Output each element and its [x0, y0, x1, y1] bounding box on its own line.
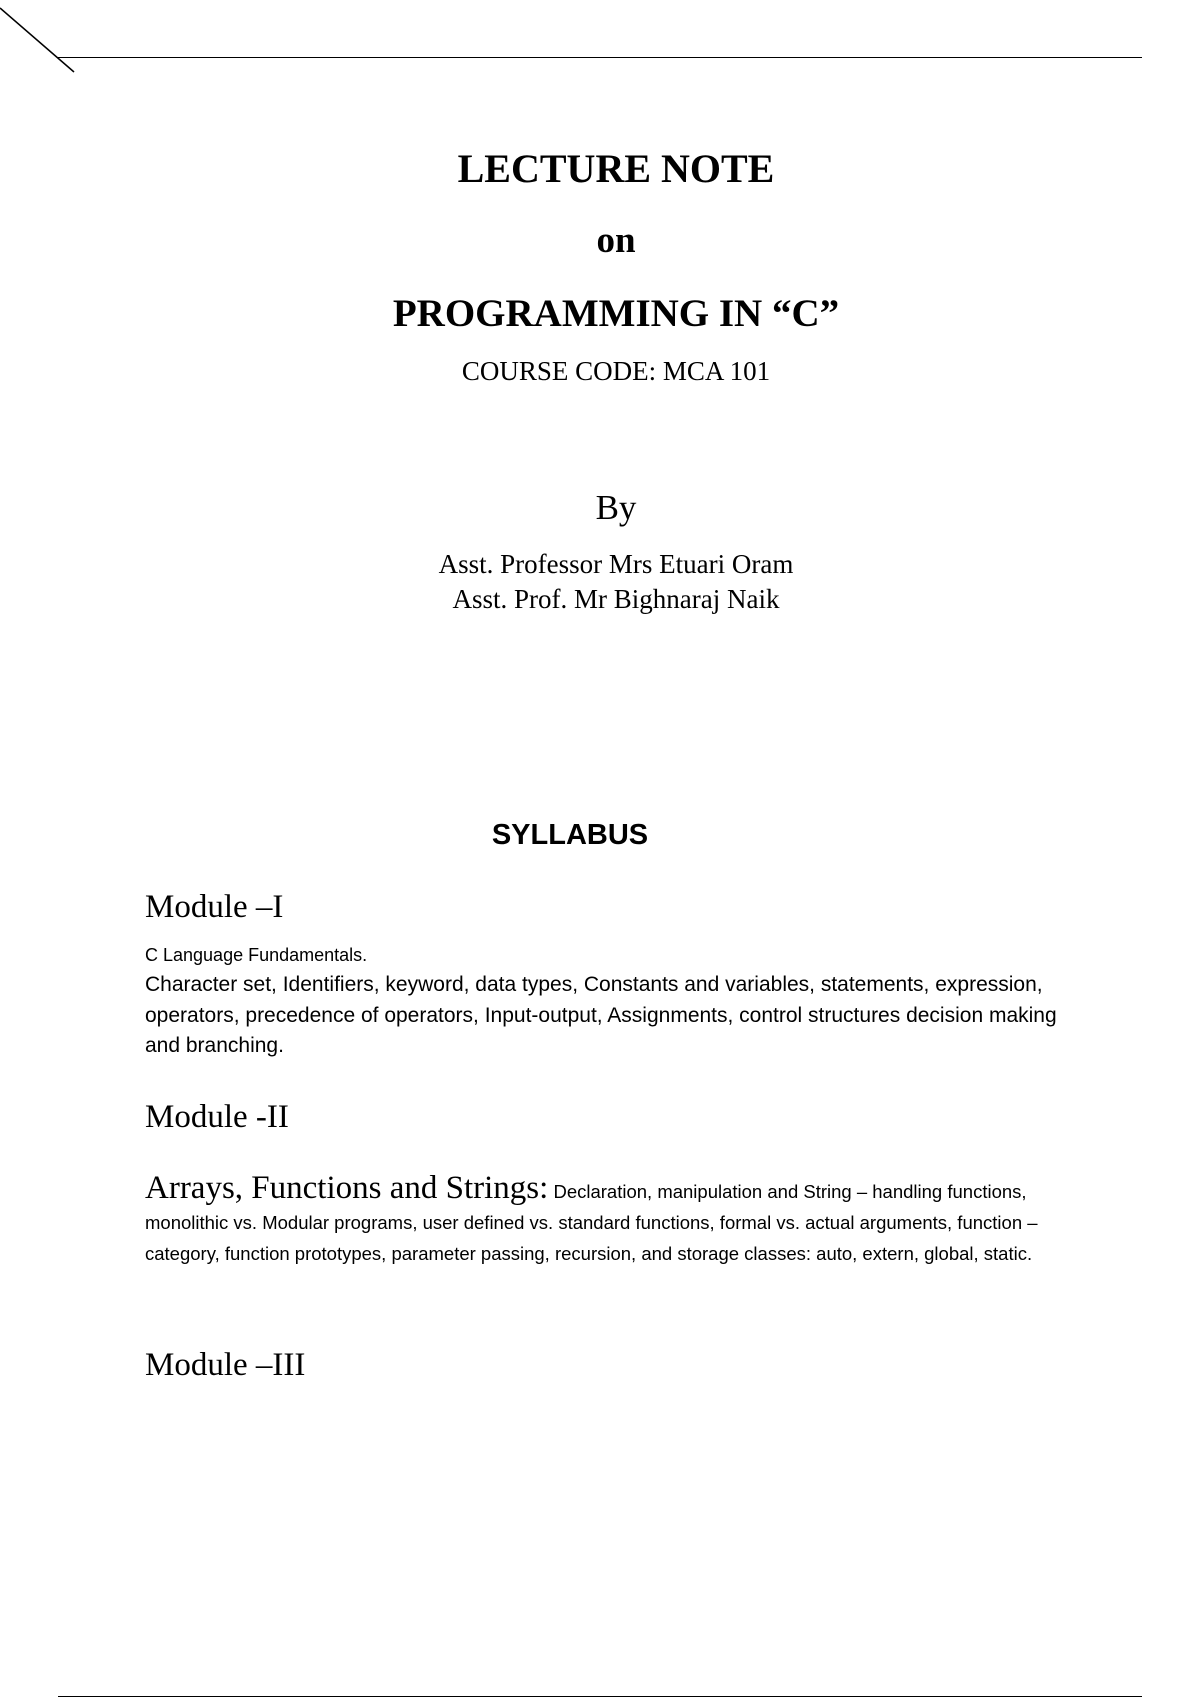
module-1-body: Character set, Identifiers, keyword, data types, Constants and variables, statements, expression, operators, precedence of operators, Input-output, Assignments, control structures decision making and branching. — [145, 973, 1057, 1057]
module-1-heading: Module –I — [145, 889, 284, 925]
module-3-heading: Module –III — [145, 1347, 306, 1383]
author-1: Asst. Professor Mrs Etuari Oram — [438, 549, 794, 579]
page-title: LECTURE NOTE — [457, 146, 775, 191]
title-connector: on — [596, 220, 636, 261]
course-code: COURSE CODE: MCA 101 — [461, 356, 771, 386]
module-2-heading: Module -II — [145, 1099, 289, 1135]
subject-title: PROGRAMMING IN “C” — [392, 292, 840, 335]
by-label: By — [595, 488, 637, 527]
corner-crop-mark — [0, 0, 80, 80]
module-2-paragraph — [145, 1170, 1085, 1269]
module-2-body: Declaration, manipulation and String – handling functions, monolithic vs. Modular programs, user defined vs. standard functions, formal vs. actual arguments, function – category, function prototypes, parameter passing, recursion, and storage classes: auto, extern, global, static. — [145, 1181, 1038, 1264]
author-2: Asst. Prof. Mr Bighnaraj Naik — [452, 584, 780, 614]
top-rule — [58, 57, 1142, 58]
module-1-subtitle: C Language Fundamentals. — [145, 945, 368, 965]
bottom-rule — [58, 1696, 1142, 1697]
syllabus-heading: SYLLABUS — [491, 819, 649, 851]
module-2-lead: Arrays, Functions and Strings: — [145, 1170, 549, 1206]
